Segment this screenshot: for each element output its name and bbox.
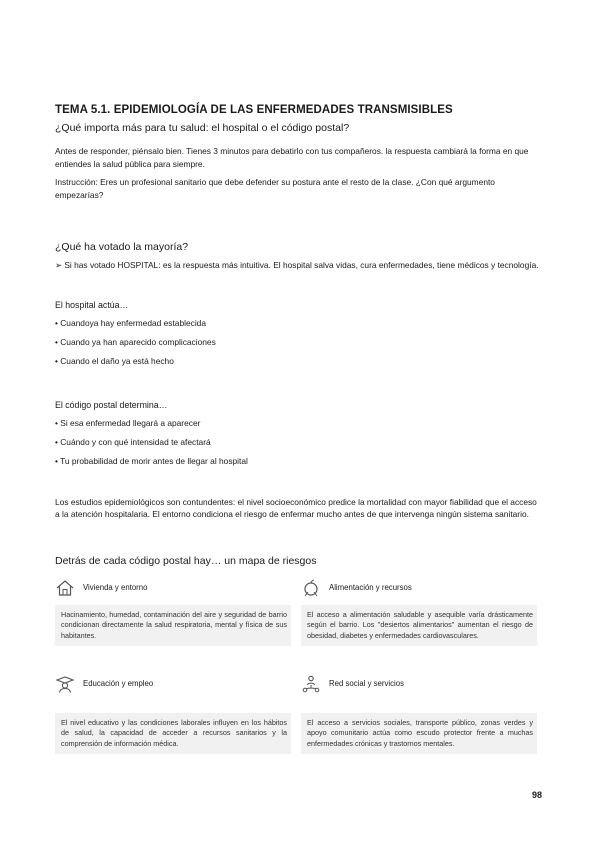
page-number: 98 (531, 790, 542, 800)
card-title: Red social y servicios (329, 679, 404, 688)
card-body: El acceso a servicios sociales, transporte público, zonas verdes y apoyo comunitario actúa como escudo protector frente a muchas enfermedades crónicas y trastornos mentales. (301, 713, 537, 755)
food-icon (301, 578, 321, 598)
risk-map-heading: Detrás de cada código postal hay… un mapa de riesgos (55, 554, 317, 567)
card-housing (55, 577, 291, 647)
card-body: El acceso a alimentación saludable y asequible varía drásticamente según el barrio. Los "desiertos alimentarios" aumentan el riesgo de obesidad, diabetes y enfermedades cardiovasculares. (301, 605, 537, 647)
vote-text: ➢ Si has votado HOSPITAL: es la respuesta más intuitiva. El hospital salva vidas, cura enfermedades, tiene médicos y tecnología. (55, 260, 539, 270)
card-body: El nivel educativo y las condiciones laborales influyen en los hábitos de salud, la capacidad de acceder a recursos sanitarios y la comprensión de información médica. (55, 713, 291, 755)
hospital-list (55, 317, 542, 367)
intro-paragraph: Antes de responder, piénsalo bien. Tienes 3 minutos para debatirlo con tus compañeros. la respuesta cambiará la forma en que entiendes la salud pública para siempre. (55, 146, 529, 169)
network-icon (301, 674, 321, 694)
postal-list (55, 417, 542, 467)
card-food (301, 577, 537, 647)
card-social (301, 673, 537, 755)
graduate-icon (55, 674, 75, 694)
guiding-question: ¿Qué importa más para tu salud: el hospital o el código postal? (55, 122, 350, 134)
risk-map-grid (55, 577, 542, 757)
document-page (55, 104, 542, 757)
list-item: • Cuando el daño ya está hecho (55, 355, 174, 366)
vote-heading: ¿Qué ha votado la mayoría? (55, 241, 189, 253)
card-title: Vivienda y entorno (83, 583, 148, 592)
list-item: • Si esa enfermedad llegará a aparecer (55, 417, 201, 428)
conclusion-paragraph: Los estudios epidemiológicos son contundentes: el nivel socioeconómico predice la mortalidad con mayor fiabilidad que el acceso a la atención hospitalaria. El entorno condiciona el riesgo de enfermar mucho antes de que intervenga ningún sistema sanitario. (55, 496, 537, 519)
list-item: • Cuándo y con qué intensidad te afectará (55, 436, 211, 447)
house-icon (55, 578, 75, 598)
list-item: • Cuando ya han aparecido complicaciones (55, 336, 216, 347)
card-title: Alimentación y recursos (329, 583, 412, 592)
postal-label: El código postal determina… (55, 399, 168, 410)
hospital-label: El hospital actúa… (55, 299, 129, 310)
card-body: Hacinamiento, humedad, contaminación del aire y seguridad de barrio condicionan directamente la salud respiratoria, mental y física de sus habitantes. (55, 605, 291, 647)
instruction-paragraph: Instrucción: Eres un profesional sanitario que debe defender su postura ante el resto de la clase. ¿Con qué argumento empezarías? (55, 177, 495, 200)
card-education (55, 673, 291, 755)
document-title: TEMA 5.1. EPIDEMIOLOGÍA DE LAS ENFERMEDADES TRANSMISIBLES (55, 104, 453, 116)
list-item: • Cuandoya hay enfermedad establecida (55, 317, 206, 328)
card-title: Educación y empleo (83, 679, 154, 688)
list-item: • Tu probabilidad de morir antes de llegar al hospital (55, 455, 248, 466)
